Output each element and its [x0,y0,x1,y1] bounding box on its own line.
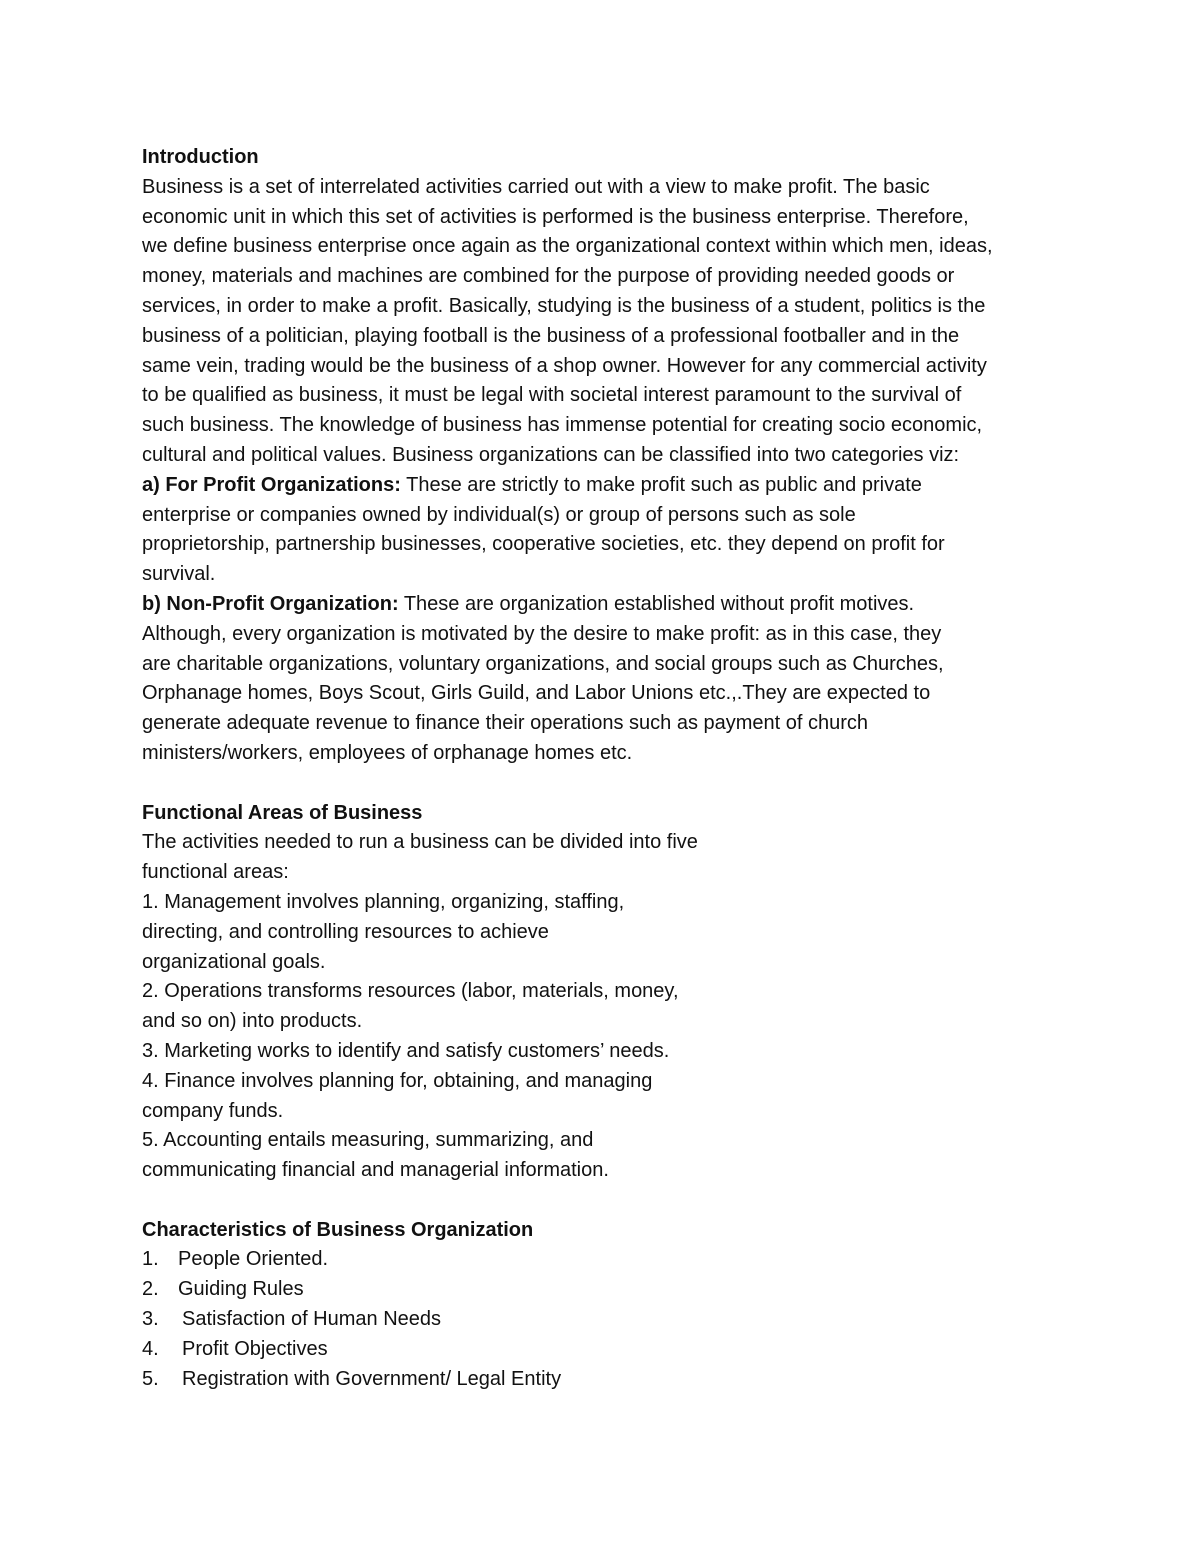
list-text: People Oriented. [178,1248,329,1271]
characteristics-heading: Characteristics of Business Organization [142,1218,534,1241]
paragraph-spacer [142,769,1072,799]
intro-line: Business is a set of interrelated activities carried out with a view to make profit. The basic [142,175,930,198]
intro-line: to be qualified as business, it must be legal with societal interest paramount to the survival of [142,384,962,407]
for-profit-line: proprietorship, partnership businesses, cooperative societies, etc. they depend on profit for [142,533,945,556]
list-text: Profit Objectives [182,1337,328,1360]
functional-line: 3. Marketing works to identify and satisfy customers’ needs. [142,1039,670,1062]
non-profit-line: Although, every organization is motivated by the desire to make profit: as in this case, they [142,622,942,645]
list-item [142,1335,1072,1365]
functional-line: communicating financial and managerial information. [142,1159,609,1182]
intro-line: cultural and political values. Business organizations can be classified into two categories viz: [142,443,960,466]
list-item [142,1305,1072,1335]
functional-line: 1. Management involves planning, organizing, staffing, [142,890,625,913]
non-profit-line: Orphanage homes, Boys Scout, Girls Guild, and Labor Unions etc.,.They are expected to [142,682,931,705]
for-profit-line: survival. [142,563,216,586]
list-item [142,1365,1072,1395]
functional-line: 5. Accounting entails measuring, summarizing, and [142,1129,594,1152]
functional-line: functional areas: [142,861,289,884]
functional-line: company funds. [142,1099,284,1122]
intro-heading: Introduction [142,146,259,168]
intro-line: we define business enterprise once again as the organizational context within which men, ideas, [142,235,993,258]
list-text: Guiding Rules [178,1278,304,1301]
non-profit-label: b) Non-Profit Organization: [142,592,399,615]
intro-line: economic unit in which this set of activities is performed is the business enterprise. Therefore, [142,205,969,228]
functional-line: directing, and controlling resources to achieve [142,920,549,943]
non-profit-paragraph [142,590,1072,620]
list-number: 4. [142,1337,159,1360]
non-profit-text: These are organization established without profit motives. [398,592,915,615]
functional-line: The activities needed to run a business can be divided into five [142,831,698,854]
list-number: 3. [142,1308,159,1331]
list-text: Satisfaction of Human Needs [182,1308,442,1331]
functional-line: organizational goals. [142,950,326,973]
intro-line: business of a politician, playing football is the business of a professional footballer and in the [142,324,960,347]
document-body [142,143,1072,1394]
list-number: 1. [142,1248,159,1271]
functional-line: 4. Finance involves planning for, obtaining, and managing [142,1069,653,1092]
paragraph-spacer [142,1186,1072,1216]
for-profit-line: enterprise or companies owned by individual(s) or group of persons such as sole [142,503,856,526]
non-profit-line: ministers/workers, employees of orphanage homes etc. [142,741,633,764]
list-item [142,1275,1072,1305]
list-item [142,1245,1072,1275]
intro-line: services, in order to make a profit. Basically, studying is the business of a student, politics is the [142,294,986,317]
list-number: 2. [142,1278,159,1301]
intro-line: such business. The knowledge of business has immense potential for creating socio economic, [142,414,983,437]
non-profit-line: generate adequate revenue to finance their operations such as payment of church [142,712,869,735]
for-profit-label: a) For Profit Organizations: [142,473,401,496]
intro-line: same vein, trading would be the business of a shop owner. However for any commercial activity [142,354,987,377]
intro-line: money, materials and machines are combined for the purpose of providing needed goods or [142,265,955,288]
list-text: Registration with Government/ Legal Entity [182,1367,562,1390]
functional-heading: Functional Areas of Business [142,801,423,824]
non-profit-line: are charitable organizations, voluntary organizations, and social groups such as Churches, [142,652,944,675]
for-profit-paragraph [142,471,1072,501]
functional-line: 2. Operations transforms resources (labor, materials, money, [142,980,679,1003]
functional-line: and so on) into products. [142,1010,363,1033]
list-number: 5. [142,1367,159,1390]
for-profit-text: These are strictly to make profit such as public and private [400,473,922,496]
